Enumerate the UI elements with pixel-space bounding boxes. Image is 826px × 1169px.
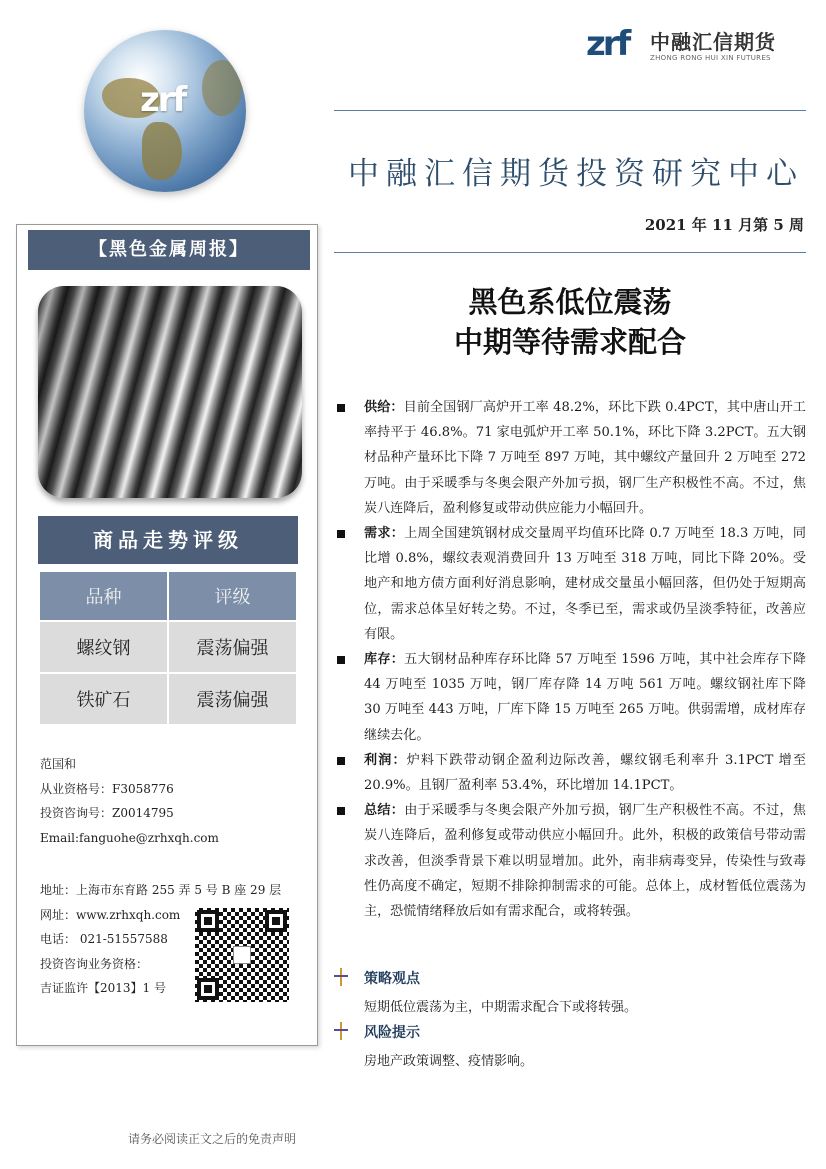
company-approval: 吉证监许【2013】1 号 [40, 981, 166, 996]
rating-commodity: 铁矿石 [40, 674, 167, 724]
bullet-text: 由于采暖季与冬奥会限产外加亏损，钢厂生产积极性不高。不过，焦炭八连降后，盈利修复或带动供应小幅回升。此外，积极的政策信号带动需求改善，但淡季背景下难以明显增加。此外，南非病毒变异，传染性与致毒性仍高度不确定，短期不排除抑制需求的可能。总体上，成材暂低位震荡为主，恐慌情绪释放后如有需求配合，或将转强。 [364, 803, 807, 920]
risk-title: 风险提示 [364, 1025, 420, 1041]
rating-table [38, 570, 298, 726]
strategy-title: 策略观点 [364, 971, 420, 987]
bullet-profit [334, 748, 806, 798]
bullet-demand [334, 521, 806, 647]
bullet-text: 五大钢材品种库存环比降 57 万吨至 1596 万吨，其中社会库存下降 44 万吨至 1035 万吨，钢厂库存降 14 万吨 561 万吨。螺纹钢社库下降 30 万吨至 443 万吨，厂库下降 15 万吨至 265 万吨。供弱需增，成材库存继续去化。 [364, 652, 807, 743]
table-row [40, 674, 296, 724]
rating-value: 震荡偏强 [169, 674, 296, 724]
rating-header-rating: 评级 [169, 572, 296, 620]
steel-pipes-image [38, 286, 302, 498]
analyst-email[interactable]: Email:fanguohe@zrhxqh.com [40, 830, 219, 845]
rating-title: 商品走势评级 [38, 516, 298, 564]
report-headline [334, 282, 806, 362]
bullet-label: 供给： [364, 400, 404, 415]
bullet-supply [334, 395, 806, 521]
company-qualification: 投资咨询业务资格： [40, 956, 149, 971]
headline-line-1: 黑色系低位震荡 [468, 285, 672, 319]
bullet-summary [334, 798, 806, 924]
bullet-text: 炉料下跌带动钢企盈利边际改善，螺纹钢毛利率升 3.1PCT 增至 20.9%。且钢厂盈利率 53.4%，环比增加 14.1PCT。 [364, 752, 806, 794]
company-website[interactable]: 网址：www.zrhxqh.com [40, 907, 181, 922]
bullet-label: 库存： [364, 652, 405, 668]
analyst-consult-number: 投资咨询号：Z0014795 [40, 806, 174, 821]
bullet-text: 上周全国建筑钢材成交量周平均值环比降 0.7 万吨至 18.3 万吨，同比增 0.8%，螺纹表观消费回升 13 万吨至 318 万吨，同比下降 20%。受地产和地方债方面利好消息影响，建材成交量虽小幅回落，但仍处于短期高位，需求总体呈好转之势。不过，冬季已至，需求或仍呈淡季特征，改善应有限。 [364, 526, 807, 642]
report-body [334, 395, 806, 924]
rating-header-commodity: 品种 [40, 572, 167, 620]
analyst-license: 从业资格号：F3058776 [40, 781, 174, 796]
table-row [40, 622, 296, 672]
rating-commodity: 螺纹钢 [40, 622, 167, 672]
issue-date: 2021 年 11 月第 5 周 [644, 216, 804, 234]
company-phone: 电话： 021-51557588 [40, 932, 168, 947]
bullet-label: 总结： [364, 803, 405, 819]
rating-value: 震荡偏强 [169, 622, 296, 672]
bullet-label: 需求： [364, 526, 405, 542]
section-star-icon [334, 968, 348, 986]
strategy-text: 短期低位震荡为主，中期需求配合下或将转强。 [364, 1000, 638, 1015]
bullet-inventory [334, 647, 806, 748]
qr-code-icon [195, 908, 289, 1002]
bullet-text: 目前全国钢厂高炉开工率 48.2%，环比下跌 0.4PCT，其中唐山开工率持平于 46.8%。71 家电弧炉开工率 50.1%，环比下降 3.2PCT。五大钢材品种产量环比下降 7 万吨至 897 万吨，其中螺纹产量回升 2 万吨至 272 万吨。由于采暖季与冬奥会限产外加亏损，钢厂生产积极性不高。不过，焦炭八连降后，盈利修复或带动供应能力小幅回升。 [364, 400, 806, 516]
company-name-cn: 中融汇信期货 [650, 30, 776, 54]
analyst-name: 范国和 [40, 757, 77, 771]
header-divider-bottom [334, 252, 806, 253]
company-address: 地址：上海市东育路 255 弄 5 号 B 座 29 层 [40, 883, 282, 897]
headline-line-2: 中期等待需求配合 [453, 325, 686, 359]
company-name-en: ZHONG RONG HUI XIN FUTURES [650, 54, 771, 62]
globe-logo-text: zrf [140, 80, 186, 120]
rating-header-row [40, 572, 296, 620]
bullet-label: 利润： [364, 752, 407, 768]
section-star-icon [334, 1022, 348, 1040]
logo-mark: zrf [586, 24, 629, 64]
disclaimer-note: 请务必阅读正文之后的免责声明 [128, 1132, 297, 1146]
header-divider-top [334, 110, 806, 111]
risk-text: 房地产政策调整、疫情影响。 [364, 1054, 534, 1069]
analyst-info [40, 752, 219, 850]
research-center-title: 中融汇信期货投资研究中心 [348, 156, 804, 192]
company-logo [586, 22, 796, 66]
globe-logo [84, 30, 246, 192]
report-type-label: 【黑色金属周报】 [28, 230, 310, 270]
